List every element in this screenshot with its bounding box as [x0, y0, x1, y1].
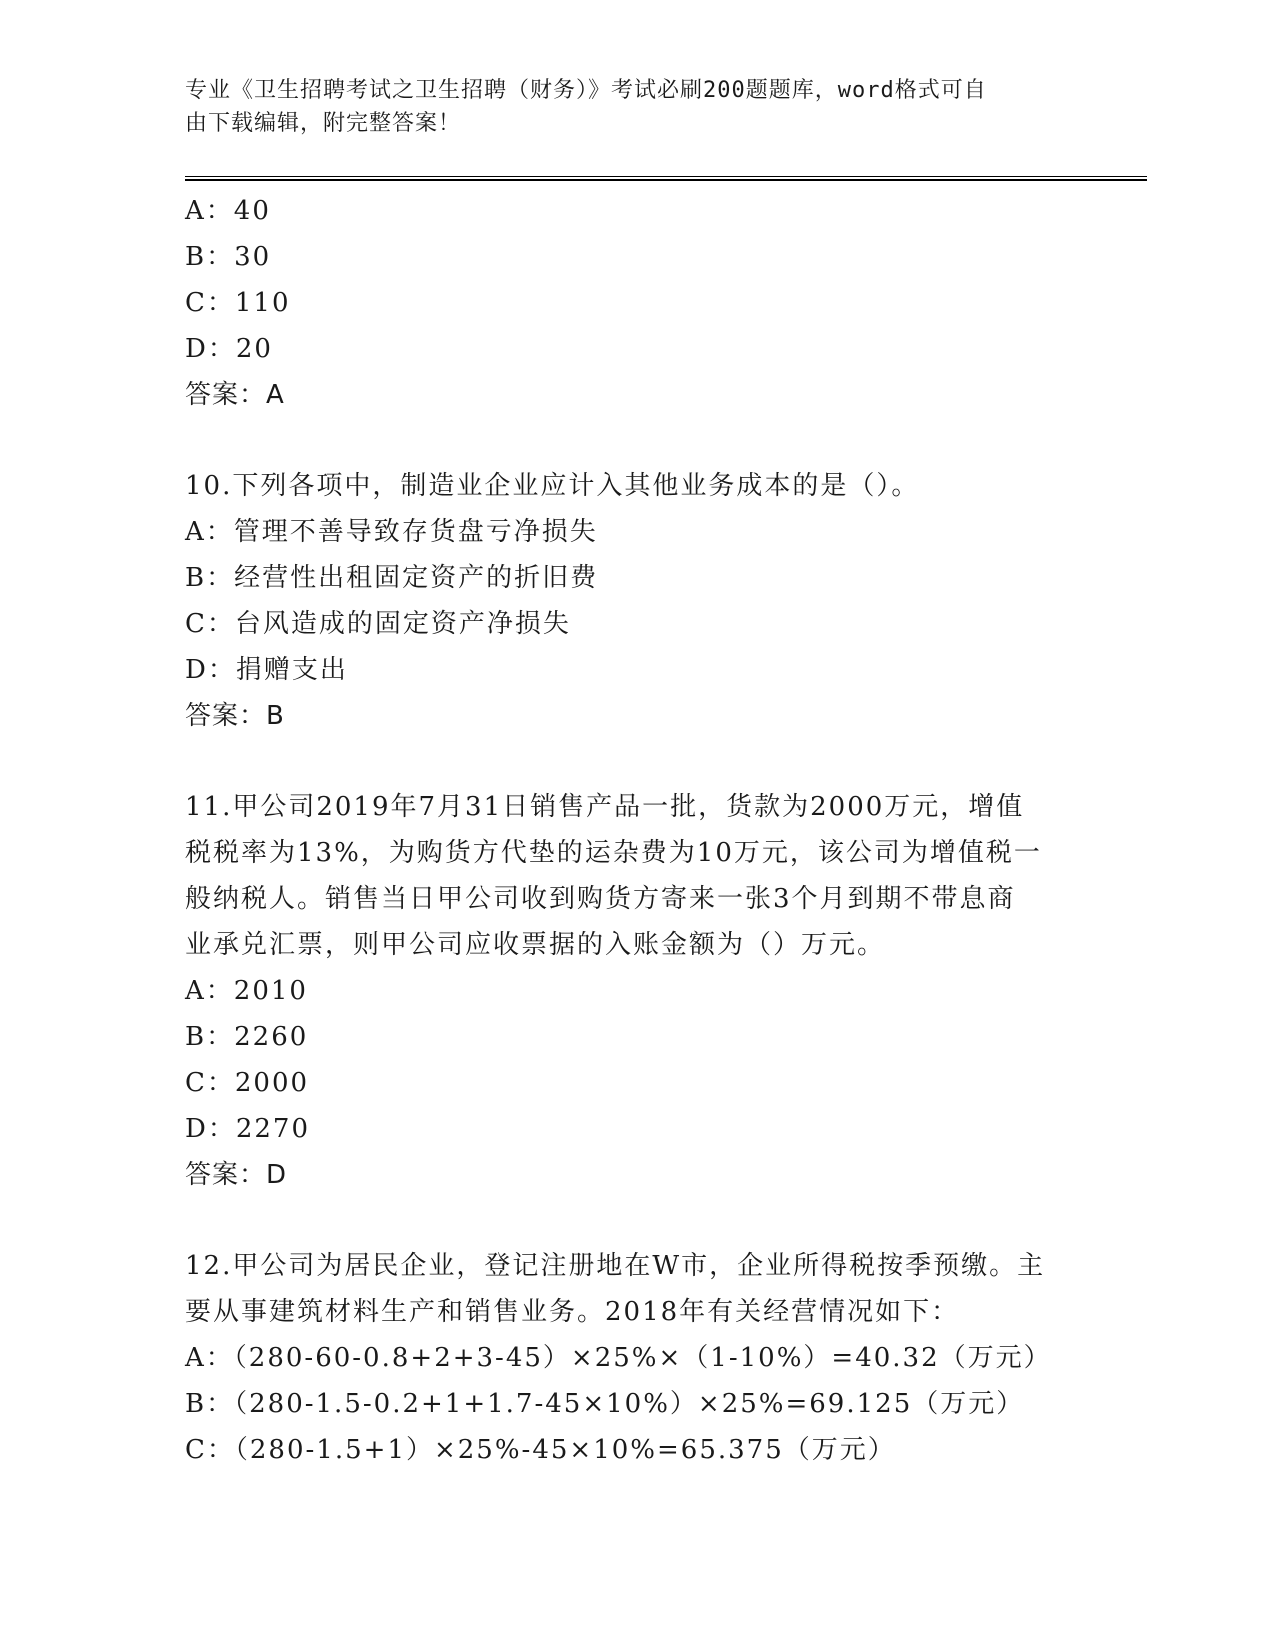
answer-line: 答案：D [185, 1160, 288, 1190]
option-a: A：管理不善导致存货盘亏净损失 [185, 517, 598, 547]
question-content [185, 188, 1075, 1473]
question-10 [185, 463, 1075, 739]
question-stem [185, 1243, 1075, 1335]
question-stem: 10.下列各项中，制造业企业应计入其他业务成本的是（）。 [185, 471, 920, 501]
header-divider-thick [185, 179, 1147, 181]
question-12 [185, 1243, 1075, 1473]
option-c: C：台风造成的固定资产净损失 [185, 609, 571, 639]
stem-line: 11.甲公司2019年7月31日销售产品一批，货款为2000万元，增值 [185, 792, 1025, 822]
spacer [185, 1198, 1075, 1243]
stem-line: 税税率为13%，为购货方代垫的运杂费为10万元，该公司为增值税一 [185, 838, 1042, 868]
stem-line: 12.甲公司为居民企业，登记注册地在W市，企业所得税按季预缴。主 [185, 1251, 1046, 1281]
option-d: D：20 [185, 334, 273, 364]
question-stem [185, 784, 1075, 968]
document-header [185, 74, 1065, 140]
option-b: B：经营性出租固定资产的折旧费 [185, 563, 599, 593]
stem-line: 般纳税人。销售当日甲公司收到购货方寄来一张3个月到期不带息商 [185, 884, 1016, 914]
question-9 [185, 188, 1075, 418]
header-line-2: 由下载编辑，附完整答案！ [185, 111, 462, 136]
spacer [185, 418, 1075, 463]
option-c: C：110 [185, 288, 291, 318]
option-b: B：30 [185, 242, 272, 272]
option-a: A：2010 [185, 976, 308, 1006]
header-divider-thin [185, 176, 1147, 177]
option-a: A：（280-60-0.8+2+3-45）×25%×（1-10%）=40.32（万元） [185, 1343, 1052, 1373]
option-c: C：（280-1.5+1）×25%-45×10%=65.375（万元） [185, 1435, 896, 1465]
stem-line: 业承兑汇票，则甲公司应收票据的入账金额为（）万元。 [185, 930, 886, 960]
answer-line: 答案：A [185, 380, 285, 410]
option-b: B：2260 [185, 1022, 309, 1052]
option-d: D：捐赠支出 [185, 655, 348, 685]
question-11 [185, 784, 1075, 1198]
spacer [185, 739, 1075, 784]
header-line-1: 专业《卫生招聘考试之卫生招聘（财务）》考试必刷200题题库，word格式可自 [185, 78, 987, 103]
answer-line: 答案：B [185, 701, 285, 731]
option-d: D：2270 [185, 1114, 311, 1144]
stem-line: 要从事建筑材料生产和销售业务。2018年有关经营情况如下： [185, 1297, 960, 1327]
option-b: B：（280-1.5-0.2+1+1.7-45×10%）×25%=69.125（万元） [185, 1389, 1025, 1419]
option-a: A：40 [185, 196, 271, 226]
option-c: C：2000 [185, 1068, 310, 1098]
